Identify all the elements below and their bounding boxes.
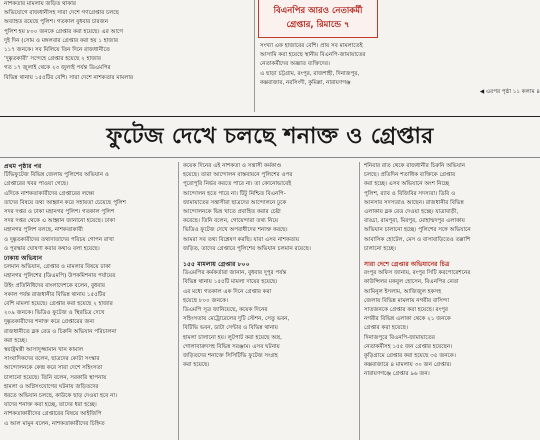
text-line: ‘দুষ্কৃতকারী’ সন্দেহে গ্রেপ্তার হয়েছে ২ হাজার [4,56,101,63]
text-line: চালানো হচ্ছে। [364,245,396,252]
text-line: জামায়াতের সন্ত্রাসীরা ছাত্রদের আন্দোলনে ঢুকে [183,199,287,206]
article-column-2 [183,162,355,440]
text-line: কাউন্সিলর মকবুল হোসেন, বিএনপির নেতা [364,279,459,286]
text-line: ২০৯ জনকে। ভিডিও ফুটেজ ও স্থিরচিত্র দেখে [4,310,105,317]
text-line: বিভিন্ন থানায় ১৫৫টির বেশি। সারা দেশে নাশকতার মামলার [4,74,134,81]
text-line: নাশকতাকারীদের গ্রেপ্তারের বিষয়ে আইজিপি [4,411,102,418]
text-line: কক্সবাজারে ৪ মামলায় ৩০ জন গ্রেপ্তার। [364,362,452,369]
text-line: পুলিশ হয় ৮০০ জনকে গ্রেপ্তার করা হয়েছে। এর আগে [4,28,124,35]
text-line: যাদের শনাক্ত করা হচ্ছে, তাদের ধরা হচ্ছে। [4,402,97,409]
text-line: গ্রেপ্তার করা হয়েছে। [364,325,409,332]
text-line: করেছে। তিনি বলেন, গোয়েন্দারা তথ্য নিয়ে [183,218,278,225]
text-line: আন্দোলনকে কেন্দ্র করে সারা দেশে সহিংসতা [4,365,103,372]
text-line: আন্দোলন হতে পারে না। টিটু নিশ্চিত বিএনপি- [183,190,286,197]
text-line: হামলা ও অগ্নিসংযোগের ঘটনায় জড়িতদের [4,383,99,390]
text-line: পুলিশ, র‍্যাব ও বিজিবির সদস্যরা। ডিবি ও [364,190,456,197]
text-line: এ আল মামুন বলেন, নাশকতাকারীদের চিহ্নিত [4,420,105,427]
text-line: হয়েছে ৮০০ জনকে। [183,297,229,304]
text-line: জেলায় বিভিন্ন মামলায় নগরীর বাসিন্দা [364,297,449,304]
text-line: নগরীর বিভিন্ন এলাকা থেকে ২১ জনকে [364,316,451,323]
article-column-3 [364,162,536,440]
text-line: সকাল পর্যন্ত রাজধানীর বিভিন্ন থানায় ১৫৫টির [4,291,106,298]
top-left-text [4,0,250,112]
text-line: এর মধ্যে গতকাল এক দিনে গ্রেপ্তার করা [183,288,272,295]
text-line: করা হচ্ছে। [4,337,27,344]
text-line: জড়িতদের শনাক্তে সিসিটিভি ফুটেজ সংগ্রহ [183,353,278,360]
text-line: নারায়ণগঞ্জে গ্রেপ্তার ৯৬ জন। [364,371,430,378]
text-line: টিভিফুটেজ বিভিন্ন জেলায় পুলিশের অভিযান ও [4,172,109,179]
text-line: কক্সবাজার, নরসিংদী, কুমিল্লা, নারায়ণগঞ্জ [260,79,351,86]
column-subhead: প্রথম পৃষ্ঠার পর [4,163,42,170]
text-line: আন্দোলনকে ভিন্ন খাতে প্রবাহিত করার চেষ্টা [183,209,281,216]
text-line: আসামি করা হয়েছে স্থানীয় বিএনপি-জামায়াতের [260,52,366,59]
text-line: তাদের বিষয়ে তথ্য আহ্বান করে সহায়তা চেয়েছে পুলিশ [4,199,126,206]
text-line: স্বরাষ্ট্রমন্ত্রী আসাদুজ্জামান খান কামাল [4,347,83,354]
column-divider [359,162,360,440]
text-line: পুরোপুরি নির্ভর করতে পারে না। তা কোনোভাবেই [183,181,292,188]
text-line: চালানো হয়েছে। তিনি বলেন, সরকারি স্থাপনায় [4,374,107,381]
text-line: আমিনুল ইসলাম, আজিজুল হকসহ [364,288,442,295]
text-line: বাড্ডা, রামপুরা, মিরপুর, মোহাম্মদপুর এলাকায় [364,218,465,225]
column-divider [254,0,255,112]
text-line: অভিযান চালানো হচ্ছে। পুলিশের সঙ্গে অভিযানে [364,227,471,234]
text-line: নেতাকর্মীদের অজ্ঞাত ব্যক্তিদের। [260,61,330,68]
column-subhead: সারা দেশে গ্রেপ্তার অভিযানের চিত্র [364,261,450,269]
text-line: গোলাবারুদসহ বিভিন্ন সরঞ্জাম। এসব ঘটনায় [183,343,280,350]
text-line: ধরতে অভিযান চলছে, কাউকে ছাড় দেওয়া হবে না। [4,393,118,400]
text-line: উইং প্রতিনিধিদের বাংলাদেশকে বলেন, বুধবার [4,282,105,289]
text-line: আনসার সদস্যরাও আছেন। রাজধানীর বিভিন্ন [364,199,464,206]
text-line: রংপুর অফিস জানায়, রংপুর সিটি করপোরেশনের [364,270,471,277]
column-subhead: ঢাকায় অভিযান [4,255,43,263]
text-line: জড়িত, তাদের গ্রেপ্তারে পুলিশের অভিযান চলমান রয়েছে। [183,245,311,252]
text-line: বিভিন্ন থানায় ১৫৫টি মামলা দায়ের হয়েছে। [183,279,278,286]
continuation-note [260,88,540,97]
text-line: কুড়িগ্রামে গ্রেপ্তার করা হয়েছে ৩৫ জনকে। [364,353,456,360]
text-line: অব্যাহত রয়েছে পুলিশ। গতকাল বুধবার চারজন [4,19,109,26]
text-line: মহানগর পুলিশ বলছে, নাশকতাকারী [4,227,83,234]
top-middle-text [260,42,540,114]
text-line: চলছে। প্রতিদিন শতাধিক ব্যক্তিকে গ্রেপ্তার [364,172,456,179]
text-line: করা হচ্ছে। এসব অভিযানে অংশ নিচ্ছে [364,181,450,188]
text-line: ও পুরস্কার ঘোষণা করার কথাও বলা হয়েছে। [4,245,100,252]
continuation-text: এরপর পৃষ্ঠা ১১ কলাম ৪ [485,89,540,96]
text-line: হয়েছে। তারা আন্দোলন বাস্তবায়নে পুলিশের ওপর [183,172,293,179]
text-line: কয়েক দিনের এই নাশকতা ও সন্ত্রাসী কর্মকাণ্ড [183,163,282,169]
article-column-1 [4,162,174,440]
text-line: সদর দপ্তর থেকে এ আহ্বান জানানো হয়েছে। ঢাকা [4,218,116,225]
text-line: সংখ্যা এক হাজারের বেশি। প্রায় সব মামলাতেই [260,43,363,49]
text-line: ডিএমপির কর্মকর্তারা জানান, বুধবার দুপুর পর্যন্ত [183,270,287,277]
text-line: বেশি মামলা হয়েছে। গ্রেপ্তার করা হয়েছে ২ হাজার [4,301,113,308]
related-news-line-2: গ্রেপ্তার, রিমান্ডে ৭ [286,20,350,30]
column-subhead: ১৫৫ মামলায় গ্রেপ্তার ৮০০ [183,261,250,269]
text-line: নেতাকর্মীসহ ১৫৫ জন গ্রেপ্তার হয়েছেন। [364,343,453,350]
text-line: এলাকায় ব্লক রেড দেওয়া হচ্ছে। যাত্রাবাড়ী, [364,209,459,216]
text-line: ভিডিও ফুটেজ দেখে অপরাধীদের শনাক্ত করছে। [183,227,288,234]
text-line: আমরা সব তথ্য বিশ্লেষণ করছি। যারা এসব নাশকতায় [183,236,299,243]
text-line: মহানগর পুলিশের (ডিএমপি) উপকমিশনার পর্যায়ের [4,273,116,280]
arrow-icon: ◀ [479,89,486,96]
text-line: এ ছাড়া চট্টগ্রাম, রংপুর, রাজশাহী, দিনাজপুর, [260,70,360,77]
column-divider [178,162,179,440]
text-line: বিটিভি ভবন, ডাটা সেন্টার ও বিভিন্ন থানায় [183,325,278,332]
text-line: গ্রেপ্তারের খবর পাওয়া গেছে। [4,181,69,188]
text-line: সাতজনকে গ্রেপ্তার করা হয়েছে। রংপুর [364,307,448,314]
text-line: চলমান অভিযান, গ্রেপ্তার ও মামলার বিষয়ে ঢাকা [4,264,111,271]
text-line: রাজধানীতে ব্লক রেড ও চিরুনি অভিযান পরিচালনা [4,328,117,335]
text-line: শনিবার রাত থেকে রাজধানীর চিরুনি অভিযান [364,163,466,169]
text-line: সহিংসতায় মেট্রোরেলের দুটি স্টেশন, সেতু ভবন, [183,316,290,323]
text-line: ১১৭ জনকে। সব মিলিয়ে তিন দিনে রাজধানীতে [4,47,111,54]
text-line: আবাসিক হোটেল, মেস ও বাসাবাড়িতেও তল্লাশি [364,236,471,243]
text-line: দিনাজপুরে বিএনপি-জামায়াতের [364,334,435,341]
text-line: করা হয়েছে। [183,362,210,369]
text-line: সদর দপ্তর ও ঢাকা মহানগর পুলিশ। গতকাল পুলিশ [4,209,115,216]
article-headline[interactable]: ফুটেজ দেখে চলছে শনাক্ত ও গ্রেপ্তার [106,124,434,149]
text-line: নাশকতার মামলায় জড়িত থাকার [4,1,76,7]
text-line: অভিযোগে রাজধানীসহ সারা দেশে গণগ্রেপ্তার চলছে [4,10,119,17]
text-line: হামলা চালানো হয়। লুটপাট করা হয়েছে অস্ত্র, [183,334,282,341]
related-news-line-1: বিএনপির আরও নেতাকর্মী [273,6,363,16]
text-line: এদিকে নাশকতাকারীদের গ্রেপ্তারের লক্ষ্যে [4,190,95,197]
headline-band [0,116,540,158]
related-news-box[interactable] [258,0,378,38]
text-line: গত ১৭ জুলাই থেকে ২৩ জুলাই পর্যন্ত ডিএমপির [4,65,111,72]
text-line: ডিএমপি সূত্র জানিয়েছে, কয়েক দিনের [183,307,268,314]
text-line: সাংবাদিকদের বলেন, ছাত্রদের কোটা সংস্কার [4,356,100,363]
text-line: দুষ্কৃতকারীদের শনাক্ত করে গ্রেপ্তারের জন্য [4,319,95,326]
text-line: দুই দিন (সোম ও মঙ্গলবার গ্রেপ্তার করা হয় ১ হাজার [4,37,119,44]
text-line: ও দুষ্কৃতকারীদের তথ্যদাতাদের পরিচয় গোপন রাখা [4,236,114,243]
